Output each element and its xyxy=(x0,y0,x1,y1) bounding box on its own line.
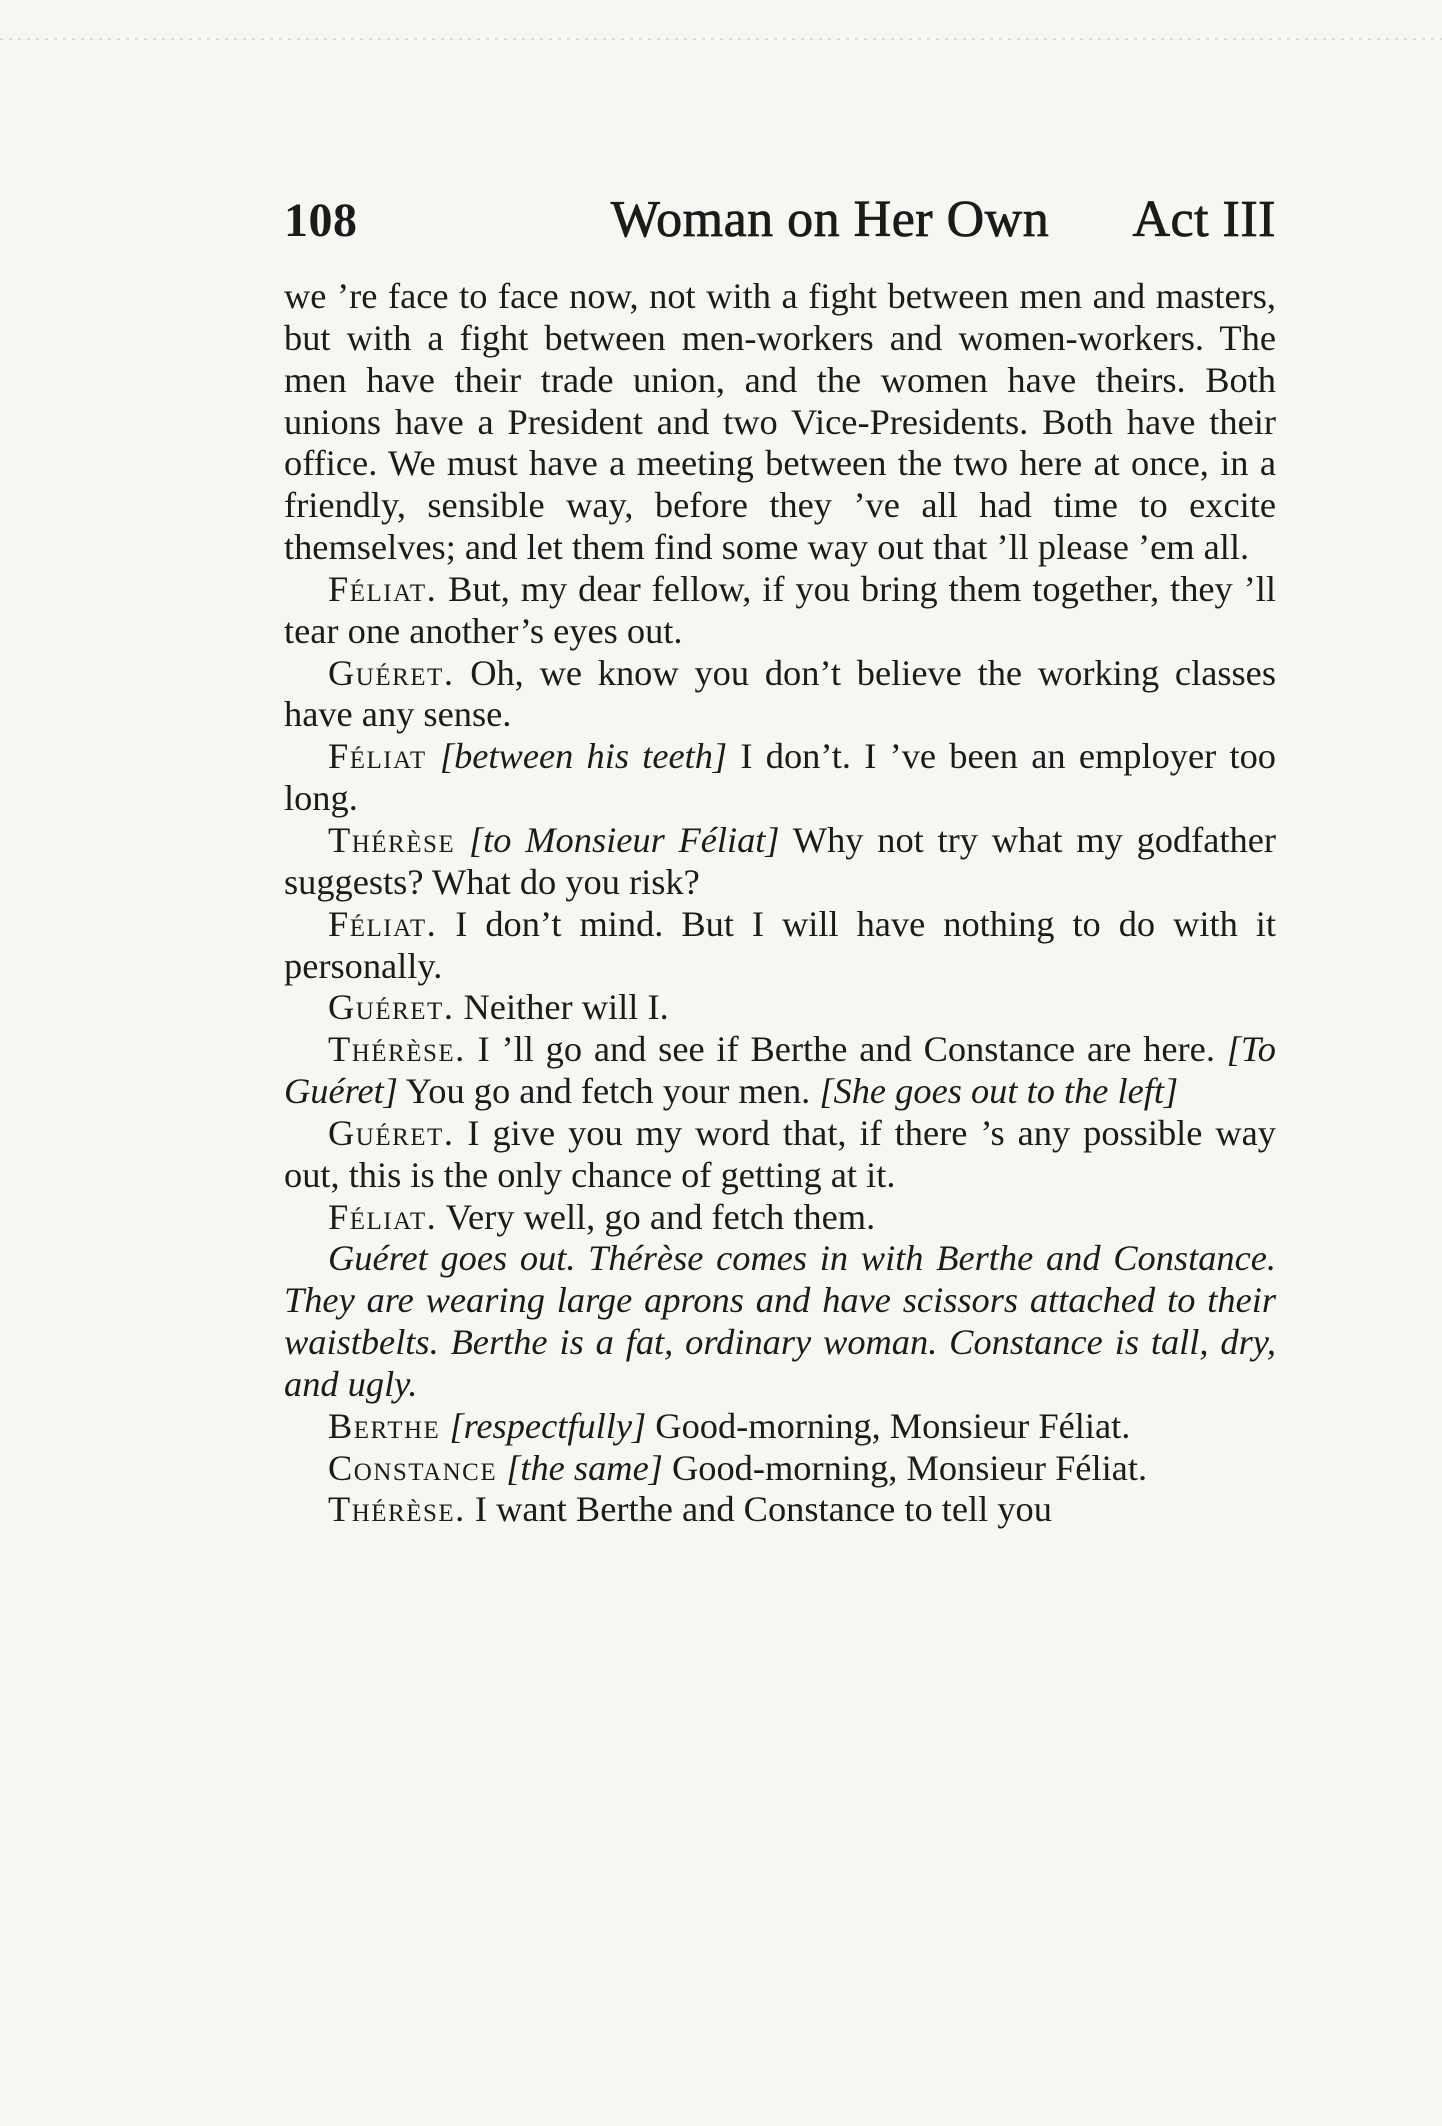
paragraph: we ’re face to face now, not with a fight between men and masters, but with a fight between men-workers and women-workers. The men have their trade union, and the women have theirs. Both unions have a President and two Vice-Presidents. Both have their office. We must have a meeting between the two here at once, in a friendly, sensible way, before they ’ve all had time to excite themselves; and let them find some way out that ’ll please ’em all. xyxy=(284,276,1276,568)
speaker-name: Féliat. xyxy=(328,903,438,944)
dialogue-line: Thérèse. I ’ll go and see if Berthe and Constance are here. [To Guéret] You go and fetch your men. [She goes out to the left] xyxy=(284,1029,1276,1112)
speaker-name: Féliat xyxy=(328,736,427,777)
speaker-name: Guéret. xyxy=(328,987,455,1028)
dialogue-line: Féliat. I don’t mind. But I will have nothing to do with it personally. xyxy=(284,903,1276,986)
dialogue-line: Berthe [respectfully] Good-morning, Monsieur Féliat. xyxy=(328,1405,1131,1446)
speaker-name: Féliat. xyxy=(328,568,438,609)
dialogue-line: Féliat [between his teeth] I don’t. I ’ve been an employer too long. xyxy=(284,736,1276,819)
dialogue-line: Féliat. But, my dear fellow, if you bring them together, they ’ll tear one another’s eyes out. xyxy=(284,568,1276,651)
stage-direction: [between his teeth] xyxy=(439,736,728,777)
stage-direction: [To Guéret] xyxy=(284,1029,1276,1112)
dialogue-line: Guéret. Neither will I. xyxy=(328,987,669,1028)
book-title: Woman on Her Own xyxy=(610,191,1050,248)
body-text xyxy=(284,276,1276,1531)
stage-direction-paragraph: Guéret goes out. Thérèse comes in with Berthe and Constance. They are wearing large aprons and have scissors attached to their waistbelts. Berthe is a fat, ordinary woman. Constance is tall, dry, and ugly. xyxy=(284,1238,1276,1404)
stage-direction: [to Monsieur Féliat] xyxy=(468,819,780,860)
speaker-name: Guéret. xyxy=(328,652,455,693)
speaker-name: Constance xyxy=(328,1447,498,1488)
dialogue-line: Thérèse [to Monsieur Féliat] Why not try what my godfather suggests? What do you risk? xyxy=(284,819,1277,902)
scan-edge xyxy=(0,38,1442,40)
stage-direction: [the same] xyxy=(506,1447,663,1488)
speaker-name: Thérèse. xyxy=(328,1029,466,1070)
dialogue-line: Constance [the same] Good-morning, Monsieur Féliat. xyxy=(328,1447,1148,1488)
stage-direction: [She goes out to the left] xyxy=(819,1071,1179,1112)
act-label: Act III xyxy=(1132,191,1276,248)
page-number: 108 xyxy=(284,194,358,247)
speaker-name: Thérèse. xyxy=(328,1489,466,1530)
speaker-name: Thérèse xyxy=(328,819,456,860)
dialogue-line: Thérèse. I want Berthe and Constance to tell you xyxy=(328,1489,1052,1530)
speaker-name: Féliat. xyxy=(328,1196,438,1237)
running-head xyxy=(284,190,1276,268)
speaker-name: Berthe xyxy=(328,1405,441,1446)
dialogue-line: Guéret. I give you my word that, if there ’s any possible way out, this is the only chance of getting at it. xyxy=(284,1112,1276,1195)
page-column xyxy=(284,190,1276,1531)
dialogue-line: Guéret. Oh, we know you don’t believe the working classes have any sense. xyxy=(284,652,1276,735)
dialogue-line: Féliat. Very well, go and fetch them. xyxy=(328,1196,876,1237)
speaker-name: Guéret. xyxy=(328,1112,455,1153)
stage-direction: [respectfully] xyxy=(449,1405,647,1446)
